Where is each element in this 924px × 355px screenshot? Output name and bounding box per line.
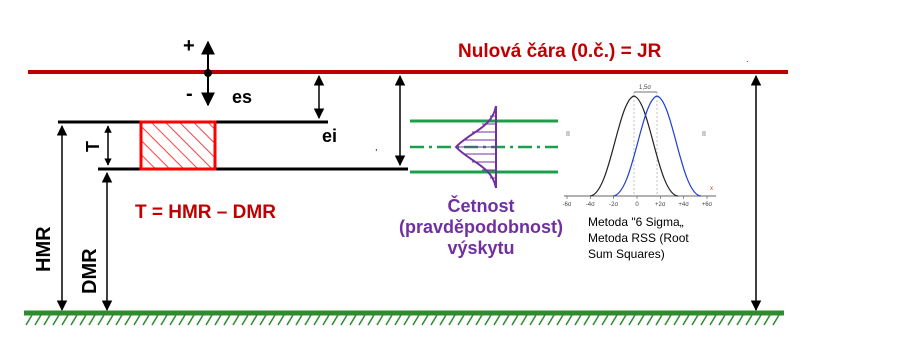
tolerance-zone <box>141 122 215 169</box>
mini-chart-top-label: 1,5σ <box>639 85 652 91</box>
zero-line-label: Nulová čára (0.č.) = JR <box>458 41 662 62</box>
mini-chart-tick-label: +4σ <box>678 202 689 208</box>
mini-sigma-chart <box>562 85 716 208</box>
method-line3: Sum Squares) <box>588 247 665 261</box>
mini-chart-tick-label: -4σ <box>585 202 595 208</box>
svg-text:x: x <box>710 186 713 192</box>
minus-sign: - <box>186 83 193 105</box>
hmr-label: HMR <box>33 226 55 272</box>
mini-chart-tick-label: -2σ <box>609 202 619 208</box>
mini-chart-tick-label: 0 <box>635 202 639 208</box>
frequency-bell <box>456 106 496 188</box>
stray-comma: , <box>375 142 378 152</box>
stray-mark: . <box>746 54 749 64</box>
mini-chart-tick-label: +2σ <box>655 202 666 208</box>
direction-dot <box>204 69 212 77</box>
mini-chart-tick-label: +6σ <box>701 202 713 208</box>
frequency-line2: (pravděpodobnost) <box>399 217 563 237</box>
svg-text:II: II <box>702 131 706 138</box>
method-line2: Metoda RSS (Root <box>588 231 689 245</box>
ground-hatching <box>26 315 779 325</box>
formula-label: T = HMR – DMR <box>135 202 276 223</box>
ei-label: ei <box>322 126 338 146</box>
dmr-label: DMR <box>79 248 101 294</box>
plus-sign: + <box>183 35 195 57</box>
frequency-line3: výskytu <box>447 238 515 258</box>
method-line1: Metoda "6 Sigma„ <box>588 215 684 229</box>
mini-chart-tick-label: -6σ <box>562 202 572 208</box>
frequency-line1: Četnost <box>447 196 515 216</box>
t-label: T <box>83 141 103 152</box>
es-label: es <box>232 87 253 107</box>
svg-text:II: II <box>566 131 570 138</box>
